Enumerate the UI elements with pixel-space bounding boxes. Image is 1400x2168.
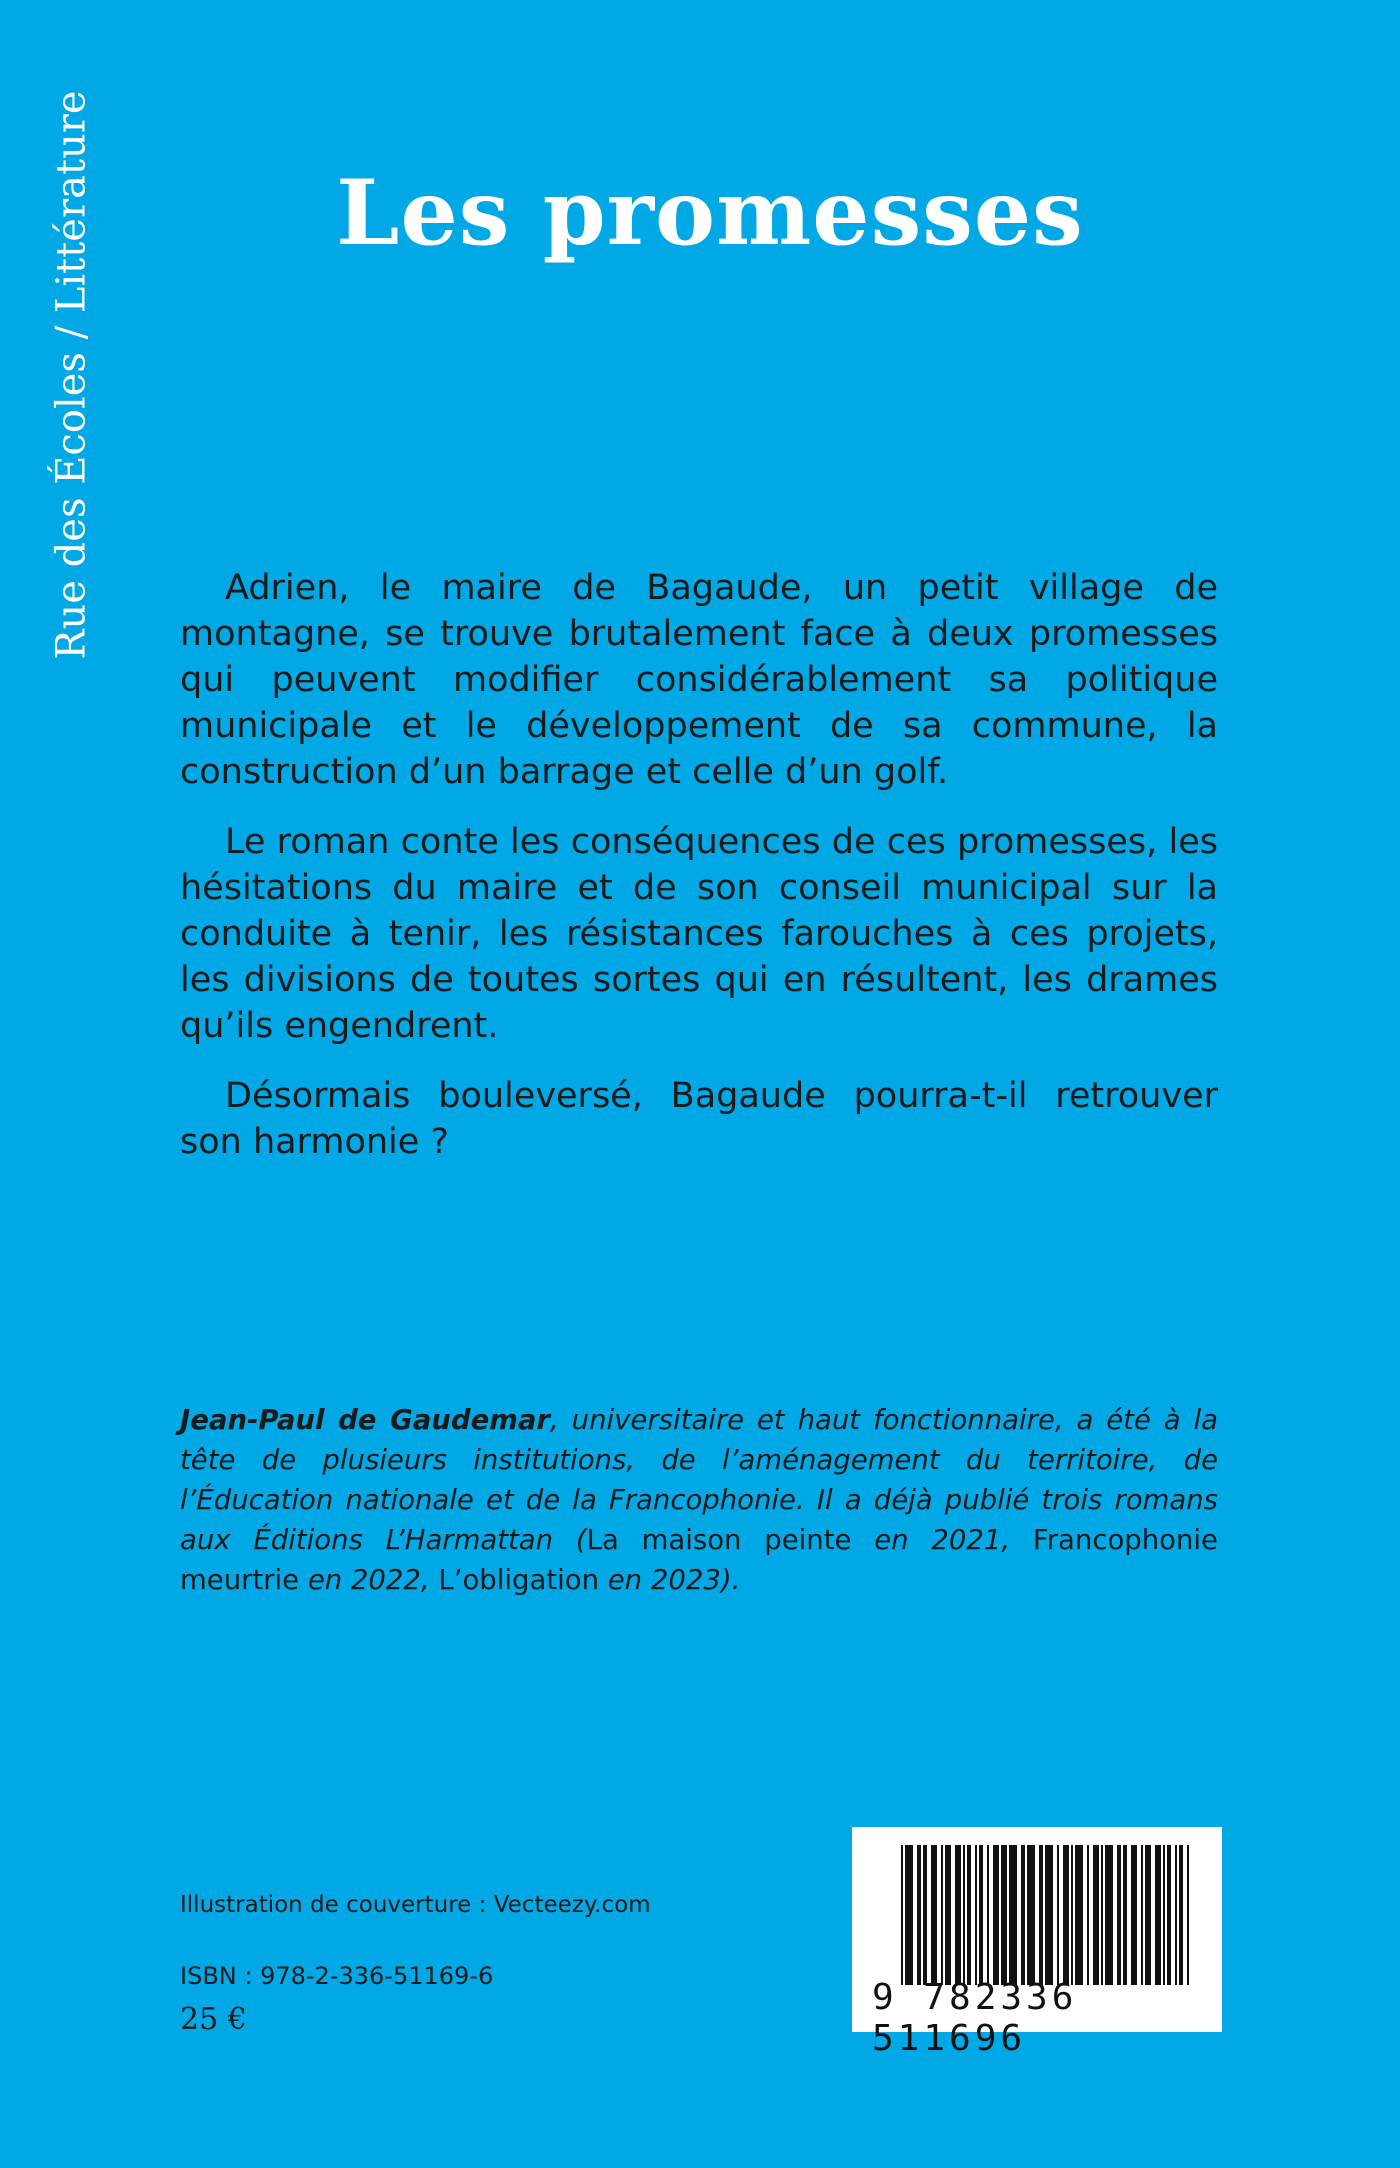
barcode-bar — [1093, 1845, 1099, 1985]
book-title-1: La maison peinte — [586, 1524, 852, 1556]
barcode-bar — [1021, 1845, 1025, 1985]
collection-label: Rue des Écoles / Littérature — [49, 90, 96, 660]
barcode-bar — [1101, 1845, 1103, 1985]
book-title-2: Francophonie meurtrie — [180, 1524, 1218, 1596]
barcode-bar — [1057, 1845, 1059, 1985]
barcode-bar — [979, 1845, 983, 1985]
barcode-bar — [963, 1845, 965, 1985]
blurb-paragraph: Adrien, le maire de Bagaude, un petit village de montagne, se trouve brutalement face à deux promesses qui peuvent modifier considérablement sa politique municipale et le développement de sa commune, la construction d’un barrage et celle d’un golf. — [180, 568, 1218, 792]
barcode-bar — [1145, 1845, 1151, 1985]
barcode-bar — [1087, 1845, 1089, 1985]
barcode-bar — [1179, 1845, 1183, 1985]
barcode-bar — [1131, 1845, 1137, 1985]
barcode-bar — [987, 1845, 989, 1985]
barcode-bar — [945, 1845, 951, 1985]
barcode-bar — [993, 1845, 999, 1985]
barcode-number: 9 782336 511696 — [872, 1977, 1078, 2059]
barcode — [852, 1827, 1222, 2059]
bio-text: , universitaire et haut fonctionnaire, a été à la tête de plusieurs institutions, de l’aménagement du territoire, de l’Éducation nationale et de la Francophonie. Il a déjà publié trois romans aux Éditions L’Harmattan ( — [180, 1404, 1218, 1556]
isbn: ISBN : 978-2-336-51169-6 — [180, 1962, 494, 1990]
bio-year-1: en 2021, — [851, 1524, 1033, 1556]
barcode-bar — [967, 1845, 971, 1985]
barcode-bar — [1027, 1845, 1035, 1985]
barcode-bar — [1141, 1845, 1143, 1985]
book-title: Les promesses — [336, 160, 1084, 266]
barcode-bar — [1123, 1845, 1127, 1985]
barcode-bar — [1117, 1845, 1121, 1985]
barcode-bar — [901, 1845, 903, 1985]
barcode-bar — [1045, 1845, 1053, 1985]
barcode-bar — [941, 1845, 943, 1985]
barcode-bar — [1071, 1845, 1073, 1985]
barcode-bar — [1167, 1845, 1171, 1985]
barcode-bar — [1187, 1845, 1189, 1985]
blurb-paragraph: Désormais bouleversé, Bagaude pourra-t-il retrouver son harmonie ? — [180, 1076, 1218, 1162]
barcode-bar — [1105, 1845, 1113, 1985]
barcode-bar — [955, 1845, 961, 1985]
blurb-paragraph: Le roman conte les conséquences de ces promesses, les hésitations du maire et de son conseil municipal sur la conduite à tenir, les résistances farouches à ces projets, les divisions de toutes sortes qui en résultent, les drames qu’ils engendrent. — [180, 822, 1218, 1046]
barcode-bar — [1009, 1845, 1017, 1985]
author-bio — [180, 1400, 1218, 1600]
price: 25 € — [180, 2002, 247, 2037]
barcode-bar — [1039, 1845, 1043, 1985]
barcode-bar — [923, 1845, 927, 1985]
blurb — [180, 565, 1218, 1189]
barcode-bars — [897, 1845, 1197, 1985]
bio-end: ). — [720, 1564, 741, 1596]
barcode-bar — [975, 1845, 977, 1985]
bio-year-3: en 2023 — [599, 1564, 721, 1596]
barcode-bar — [1163, 1845, 1165, 1985]
spine-text-wrapper — [42, 90, 102, 660]
barcode-bar — [1175, 1845, 1177, 1985]
barcode-bar — [1155, 1845, 1161, 1985]
barcode-bar — [931, 1845, 937, 1985]
barcode-bar — [1063, 1845, 1069, 1985]
book-title-3: L’obligation — [438, 1564, 600, 1596]
barcode-bar — [917, 1845, 921, 1985]
author-name: Jean-Paul de Gaudemar — [180, 1404, 550, 1436]
barcode-bar — [905, 1845, 913, 1985]
illustration-credit: Illustration de couverture : Vecteezy.com — [180, 1892, 651, 1918]
barcode-bar — [1075, 1845, 1083, 1985]
bio-year-2: en 2022, — [299, 1564, 439, 1596]
barcode-bar — [1001, 1845, 1007, 1985]
